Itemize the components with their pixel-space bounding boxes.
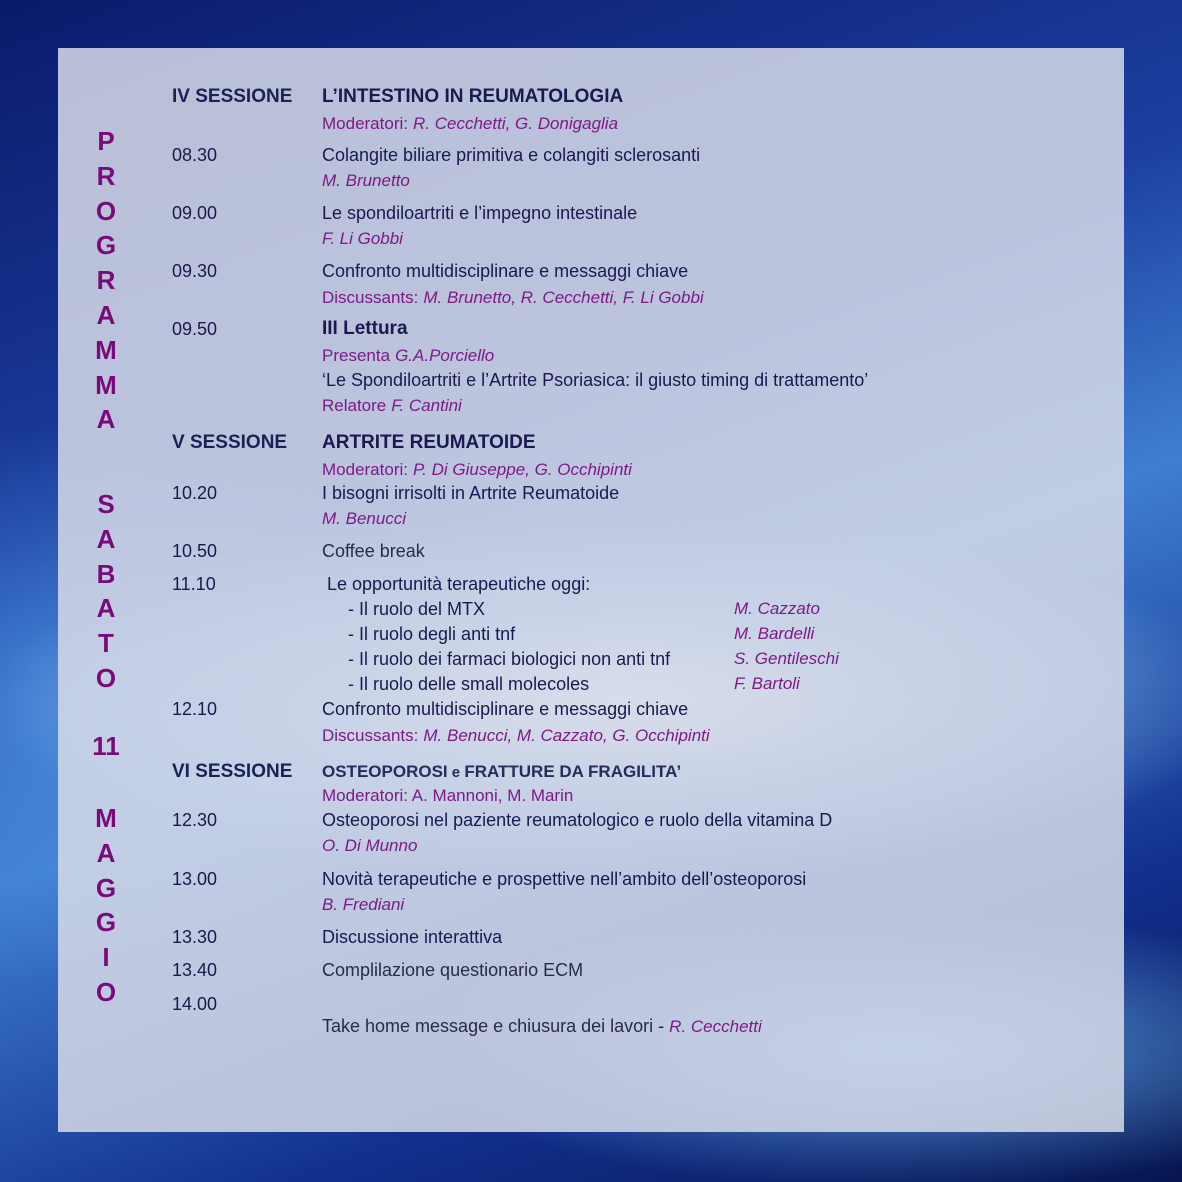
time-slot: 12.10 — [172, 699, 218, 719]
speaker: M. Benucci — [322, 509, 407, 528]
talk-title: I bisogni irrisolti in Artrite Reumatoide — [322, 483, 620, 503]
lecture-title: ‘Le Spondiloartriti e l’Artrite Psoriasica: il giusto timing di trattamento’ — [322, 370, 869, 390]
time-slot: 13.00 — [172, 869, 218, 889]
letter: T — [98, 628, 114, 659]
vertical-sabato — [84, 487, 128, 696]
vertical-day — [84, 729, 128, 764]
letter: A — [96, 593, 116, 624]
session-title-part: FRATTURE DA FRAGILITA — [464, 762, 677, 781]
letter: M — [95, 334, 117, 365]
talk-title: Osteoporosi nel paziente reumatologico e ruolo della vitamina D — [322, 810, 833, 830]
sub-topic: - Il ruolo del MTX — [348, 599, 486, 619]
time-slot: 09.30 — [172, 261, 218, 281]
session-title-conj: e — [447, 764, 465, 781]
lecture-heading: III Lettura — [322, 318, 408, 339]
discussants-label: Discussants: — [322, 726, 419, 745]
speaker: S. Gentileschi — [734, 649, 839, 668]
lecturer-name: F. Cantini — [391, 396, 462, 415]
letter: R — [96, 160, 116, 191]
talk-title: Coffee break — [322, 541, 425, 561]
letter: S — [97, 489, 115, 519]
session-title-apostrophe: ’ — [676, 762, 682, 781]
talk-title: Le spondiloartriti e l’impegno intestinale — [322, 203, 638, 223]
discussants — [322, 724, 710, 747]
session-title: L’INTESTINO IN REUMATOLOGIA — [322, 86, 624, 107]
time-slot: 08.30 — [172, 145, 218, 165]
letter: A — [96, 404, 116, 435]
time-slot: 13.30 — [172, 927, 218, 947]
session-title: ARTRITE REUMATOIDE — [322, 432, 536, 453]
speaker: M. Cazzato — [734, 599, 820, 618]
moderators — [322, 458, 632, 481]
speaker: M. Bardelli — [734, 624, 815, 643]
talk-title: Confronto multidisciplinare e messaggi chiave — [322, 699, 689, 719]
session-label: V SESSIONE — [172, 432, 288, 453]
time-slot: 11.10 — [172, 574, 216, 594]
discussants-label: Discussants: — [322, 288, 419, 307]
moderators — [322, 112, 618, 135]
letter: G — [95, 907, 117, 938]
session-title — [322, 761, 681, 784]
discussants-names: M. Brunetto, R. Cecchetti, F. Li Gobbi — [423, 288, 704, 307]
lecturer-label: Relatore — [322, 396, 387, 415]
talk-title: Complilazione questionario ECM — [322, 960, 584, 980]
time-slot: 10.20 — [172, 483, 218, 503]
letter: O — [95, 662, 117, 693]
letter: O — [95, 976, 117, 1007]
vertical-programma — [84, 124, 128, 437]
speaker: F. Li Gobbi — [322, 229, 403, 248]
moderators-names: P. Di Giuseppe, G. Occhipinti — [413, 460, 632, 479]
session-title-part: OSTEOPOROSI — [322, 762, 448, 781]
presenter — [322, 344, 494, 367]
speaker: R. Cecchetti — [669, 1017, 762, 1036]
presenter-label: Presenta — [322, 346, 391, 365]
letter: I — [102, 942, 110, 973]
sub-topic: - Il ruolo delle small molecoles — [348, 674, 590, 694]
letter: A — [96, 299, 116, 330]
separator: - — [653, 1016, 670, 1036]
moderators: Moderatori: A. Mannoni, M. Marin — [322, 786, 574, 805]
letter: G — [95, 230, 117, 261]
session-label: VI SESSIONE — [172, 761, 293, 782]
day-number: 11 — [92, 731, 120, 761]
letter: M — [95, 369, 117, 400]
sub-topic: - Il ruolo degli anti tnf — [348, 624, 516, 644]
speaker: M. Brunetto — [322, 171, 410, 190]
letter: B — [96, 558, 116, 589]
lecturer — [322, 394, 462, 417]
talk-title: Le opportunità terapeutiche oggi: — [322, 574, 591, 594]
letter: M — [95, 803, 117, 833]
letter: A — [96, 523, 116, 554]
talk-title: Novità terapeutiche e prospettive nell’ambito dell’osteoporosi — [322, 869, 807, 889]
moderators-names: R. Cecchetti, G. Donigaglia — [413, 114, 619, 133]
talk-title: Discussione interattiva — [322, 927, 503, 947]
letter: P — [97, 126, 115, 156]
letter: O — [95, 195, 117, 226]
presenter-name: G.A.Porciello — [395, 346, 495, 365]
speaker: F. Bartoli — [734, 674, 800, 693]
session-label: IV SESSIONE — [172, 86, 293, 107]
time-slot: 12.30 — [172, 810, 218, 830]
time-slot: 09.50 — [172, 319, 218, 339]
time-slot: 14.00 — [172, 994, 218, 1014]
talk-title: Confronto multidisciplinare e messaggi chiave — [322, 261, 689, 281]
vertical-maggio — [84, 801, 128, 1010]
talk-title: Colangite biliare primitiva e colangiti sclerosanti — [322, 145, 701, 165]
speaker: O. Di Munno — [322, 836, 418, 855]
time-slot: 13.40 — [172, 960, 218, 980]
moderators-label: Moderatori: — [322, 460, 408, 479]
moderators-label: Moderatori: — [322, 114, 408, 133]
letter: R — [96, 265, 116, 296]
speaker: B. Frediani — [322, 895, 405, 914]
discussants-names: M. Benucci, M. Cazzato, G. Occhipinti — [423, 726, 710, 745]
talk-title: Take home message e chiusura dei lavori — [322, 1016, 654, 1036]
discussants — [322, 286, 704, 309]
time-slot: 10.50 — [172, 541, 218, 561]
letter: A — [96, 837, 116, 868]
sub-topic: - Il ruolo dei farmaci biologici non anti tnf — [348, 649, 671, 669]
closing-line — [322, 993, 762, 1038]
time-slot: 09.00 — [172, 203, 218, 223]
letter: G — [95, 872, 117, 903]
